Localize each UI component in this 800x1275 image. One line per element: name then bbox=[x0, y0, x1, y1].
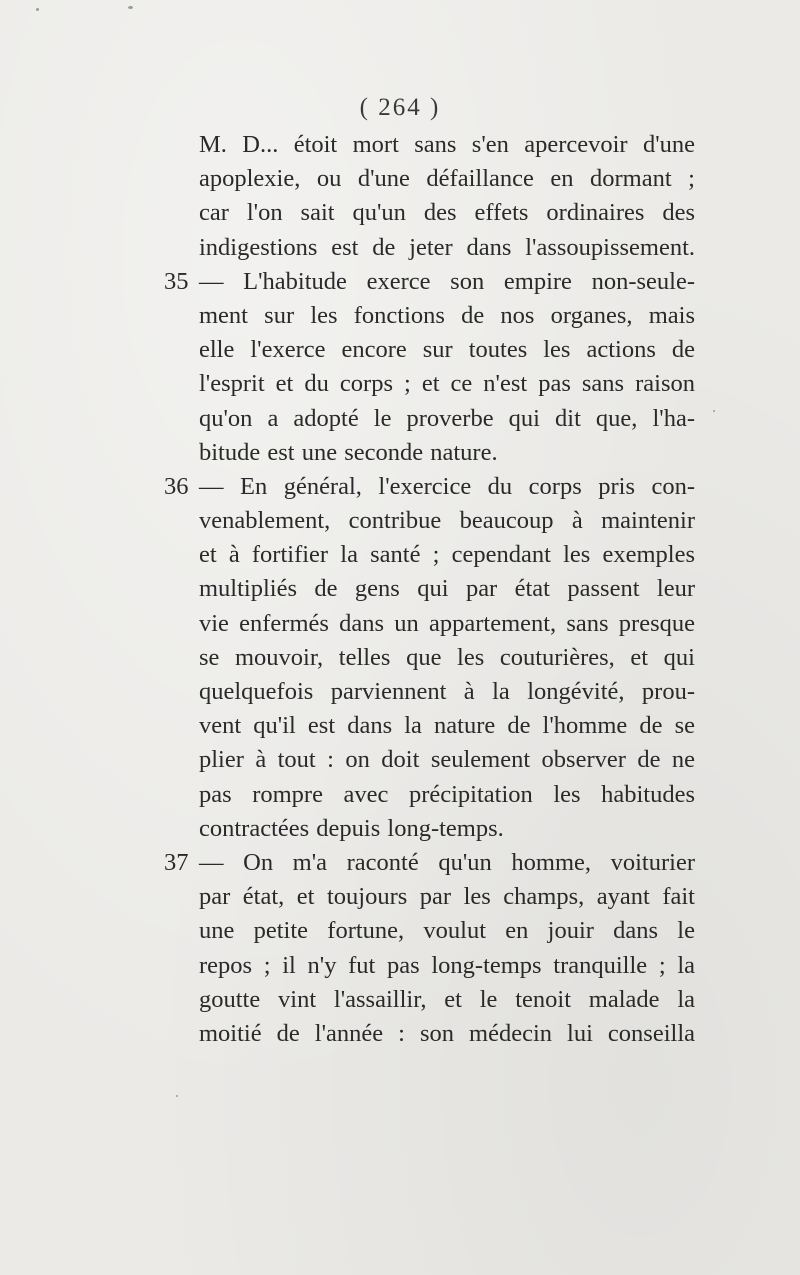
text-line: repos ; il n'y fut pas long-temps tranquille ; la bbox=[199, 951, 695, 979]
text-line: se mouvoir, telles que les couturières, et qui bbox=[199, 643, 695, 671]
paper-speck bbox=[36, 8, 39, 11]
body-text bbox=[164, 128, 695, 1051]
text-line: multipliés de gens qui par état passent leur bbox=[199, 575, 695, 603]
text-line: — On m'a raconté qu'un homme, voiturier bbox=[199, 848, 695, 876]
text-line: M. D... étoit mort sans s'en apercevoir d'une bbox=[199, 131, 695, 158]
text-line: quelquefois parviennent à la longévité, prou- bbox=[199, 678, 695, 705]
text-line: et à fortifier la santé ; cependant les exemples bbox=[199, 541, 695, 569]
paragraph-number: 35 bbox=[164, 267, 189, 295]
paragraph-continuation bbox=[199, 128, 695, 265]
text-line: — En général, l'exercice du corps pris con- bbox=[199, 472, 695, 500]
text-line: par état, et toujours par les champs, ayant fait bbox=[199, 883, 695, 911]
paper-speck bbox=[176, 1095, 178, 1097]
text-line: plier à tout : on doit seulement observer de ne bbox=[199, 746, 695, 774]
paragraph-37 bbox=[164, 846, 695, 1051]
paper-speck bbox=[128, 6, 133, 9]
text-line: vent qu'il est dans la nature de l'homme de se bbox=[199, 712, 695, 740]
text-line: qu'on a adopté le proverbe qui dit que, l'ha- bbox=[199, 404, 695, 432]
text-line: elle l'exerce encore sur toutes les actions de bbox=[199, 336, 695, 364]
text-line: l'esprit et du corps ; et ce n'est pas sans raison bbox=[199, 370, 695, 398]
paragraph-number: 37 bbox=[164, 848, 189, 876]
paragraph-35 bbox=[164, 265, 695, 470]
text-line: venablement, contribue beaucoup à maintenir bbox=[199, 507, 695, 535]
page-number: ( 264 ) bbox=[359, 94, 441, 121]
text-line: car l'on sait qu'un des effets ordinaires des bbox=[199, 199, 695, 227]
paragraph-36 bbox=[164, 470, 695, 846]
text-line: vie enfermés dans un appartement, sans presque bbox=[199, 609, 695, 637]
text-line: pas rompre avec précipitation les habitudes bbox=[199, 780, 695, 808]
text-line: goutte vint l'assaillir, et le tenoit malade la bbox=[199, 985, 695, 1013]
text-line: bitude est une seconde nature. bbox=[199, 438, 498, 466]
paper-speck bbox=[713, 410, 715, 412]
text-line: contractées depuis long-temps. bbox=[199, 814, 504, 842]
text-line: une petite fortune, voulut en jouir dans le bbox=[199, 917, 695, 945]
text-line: moitié de l'année : son médecin lui conseilla bbox=[199, 1019, 695, 1047]
text-line: indigestions est de jeter dans l'assoupissement. bbox=[199, 233, 695, 261]
paragraph-number: 36 bbox=[164, 472, 189, 500]
text-line: — L'habitude exerce son empire non-seule- bbox=[199, 267, 695, 295]
text-line: ment sur les fonctions de nos organes, mais bbox=[199, 301, 695, 329]
text-line: apoplexie, ou d'une défaillance en dormant ; bbox=[199, 165, 695, 193]
